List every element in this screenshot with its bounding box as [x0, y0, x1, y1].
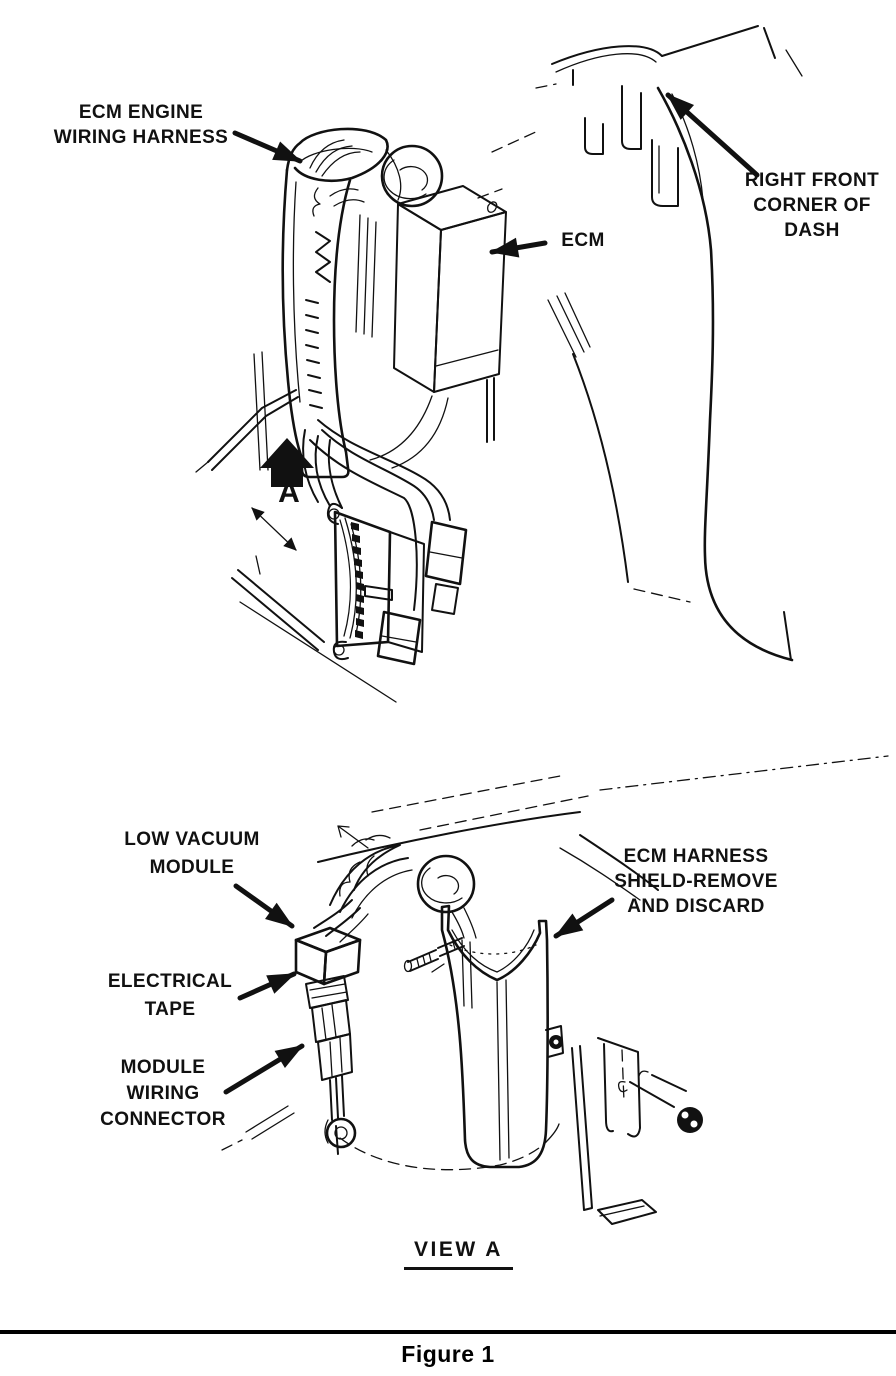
- label-line: AND DISCARD: [627, 896, 765, 917]
- label-ecm: [548, 228, 618, 253]
- view-a-harness-shield: [405, 906, 564, 1167]
- label-low-vacuum-module: [90, 826, 294, 882]
- label-ecm-harness-shield: [598, 844, 794, 919]
- figure-caption: Figure 1: [401, 1341, 495, 1367]
- label-line: WIRING: [126, 1083, 200, 1104]
- low-vacuum-module-assembly: [296, 928, 360, 1147]
- leader-arrow-ecm: [492, 243, 545, 252]
- label-line: ELECTRICAL: [107, 971, 233, 992]
- label-line: ECM HARNESS: [623, 846, 769, 867]
- label-line: TAPE: [144, 999, 196, 1020]
- label-line: WIRING HARNESS: [53, 127, 229, 148]
- label-line: RIGHT FRONT: [744, 170, 880, 191]
- dash-corner-panel: [478, 26, 802, 660]
- label-line: CORNER OF: [753, 195, 871, 216]
- label-electrical-tape: [90, 968, 250, 1024]
- label-line: CONNECTOR: [100, 1109, 226, 1130]
- label-line: LOW VACUUM: [124, 829, 260, 850]
- view-a-right-bracket: [572, 1038, 703, 1224]
- label-line: ECM ENGINE: [78, 102, 204, 123]
- bottom-view-leader-arrows: [226, 886, 612, 1092]
- label-line: ECM: [561, 230, 605, 251]
- label-line: MODULE: [120, 1057, 206, 1078]
- view-marker-a: A: [278, 476, 300, 509]
- label-line: SHIELD-REMOVE: [614, 871, 778, 892]
- figure-caption-bar: [0, 1330, 896, 1368]
- top-view-drawing: [196, 26, 802, 702]
- view-a-harness-bundle: [314, 835, 476, 942]
- label-line: MODULE: [149, 857, 235, 878]
- view-a-panel-lines: [222, 756, 888, 1150]
- label-line: DASH: [784, 220, 840, 241]
- label-module-wiring-connector: [88, 1055, 238, 1133]
- ecm-box: [370, 186, 506, 468]
- ecm-harness-shield-column: [254, 129, 442, 477]
- label-ecm-engine-wiring-harness: [30, 100, 252, 150]
- leader-arrow-low-vacuum-module: [236, 886, 292, 926]
- view-a-title: VIEW A: [404, 1238, 513, 1270]
- wiring-and-connectors: [303, 420, 466, 664]
- bottom-view-drawing: [222, 756, 888, 1224]
- label-right-front-corner-of-dash: [728, 168, 896, 243]
- hidden-contour: [336, 1124, 559, 1170]
